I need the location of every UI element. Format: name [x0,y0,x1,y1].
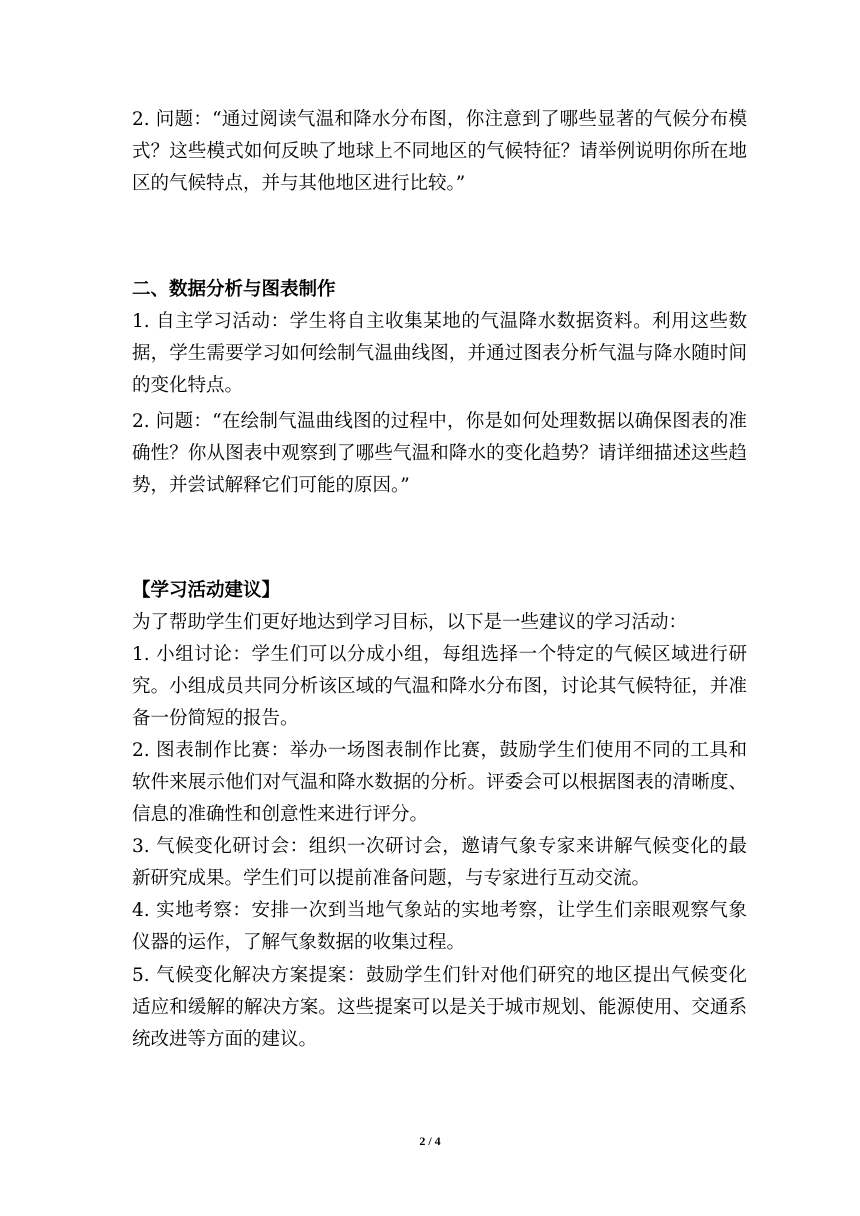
section2-heading: 二、数据分析与图表制作 [132,279,336,300]
suggestion-item-3: 3. 气候变化研讨会：组织一次研讨会，邀请气象专家来讲解气候变化的最新研究成果。学生们可以提前准备问题，与专家进行互动交流。 [132,836,747,889]
suggestions-intro: 为了帮助学生们更好地达到学习目标，以下是一些建议的学习活动： [132,612,688,633]
suggestion-item-2: 2. 图表制作比赛：举办一场图表制作比赛，鼓励学生们使用不同的工具和软件来展示他们对气温和降水数据的分析。评委会可以根据图表的清晰度、信息的准确性和创意性来进行评分。 [132,740,747,825]
section1-question-2: 2. 问题：“通过阅读气温和降水分布图，你注意到了哪些显著的气候分布模式？这些模式如何反映了地球上不同地区的气候特征？请举例说明你所在地区的气候特点，并与其他地区进行比较。” [132,109,747,194]
section2-item-1: 1. 自主学习活动：学生将自主收集某地的气温降水数据资料。利用这些数据，学生需要学习如何绘制气温曲线图，并通过图表分析气温与降水随时间的变化特点。 [132,311,747,396]
suggestions-heading: 【学习活动建议】 [132,580,281,601]
suggestion-item-1: 1. 小组讨论：学生们可以分成小组，每组选择一个特定的气候区域进行研究。小组成员共同分析该区域的气温和降水分布图，讨论其气候特征，并准备一份简短的报告。 [132,644,747,729]
suggestion-item-4: 4. 实地考察：安排一次到当地气象站的实地考察，让学生们亲眼观察气象仪器的运作，了解气象数据的收集过程。 [132,900,747,953]
page-number: 2 / 4 [419,1134,441,1148]
section2-question-2: 2. 问题：“在绘制气温曲线图的过程中，你是如何处理数据以确保图表的准确性？你从图表中观察到了哪些气温和降水的变化趋势？请详细描述这些趋势，并尝试解释它们可能的原因。” [132,411,747,496]
suggestion-item-5: 5. 气候变化解决方案提案：鼓励学生们针对他们研究的地区提出气候变化适应和缓解的解决方案。这些提案可以是关于城市规划、能源使用、交通系统改进等方面的建议。 [132,965,747,1050]
